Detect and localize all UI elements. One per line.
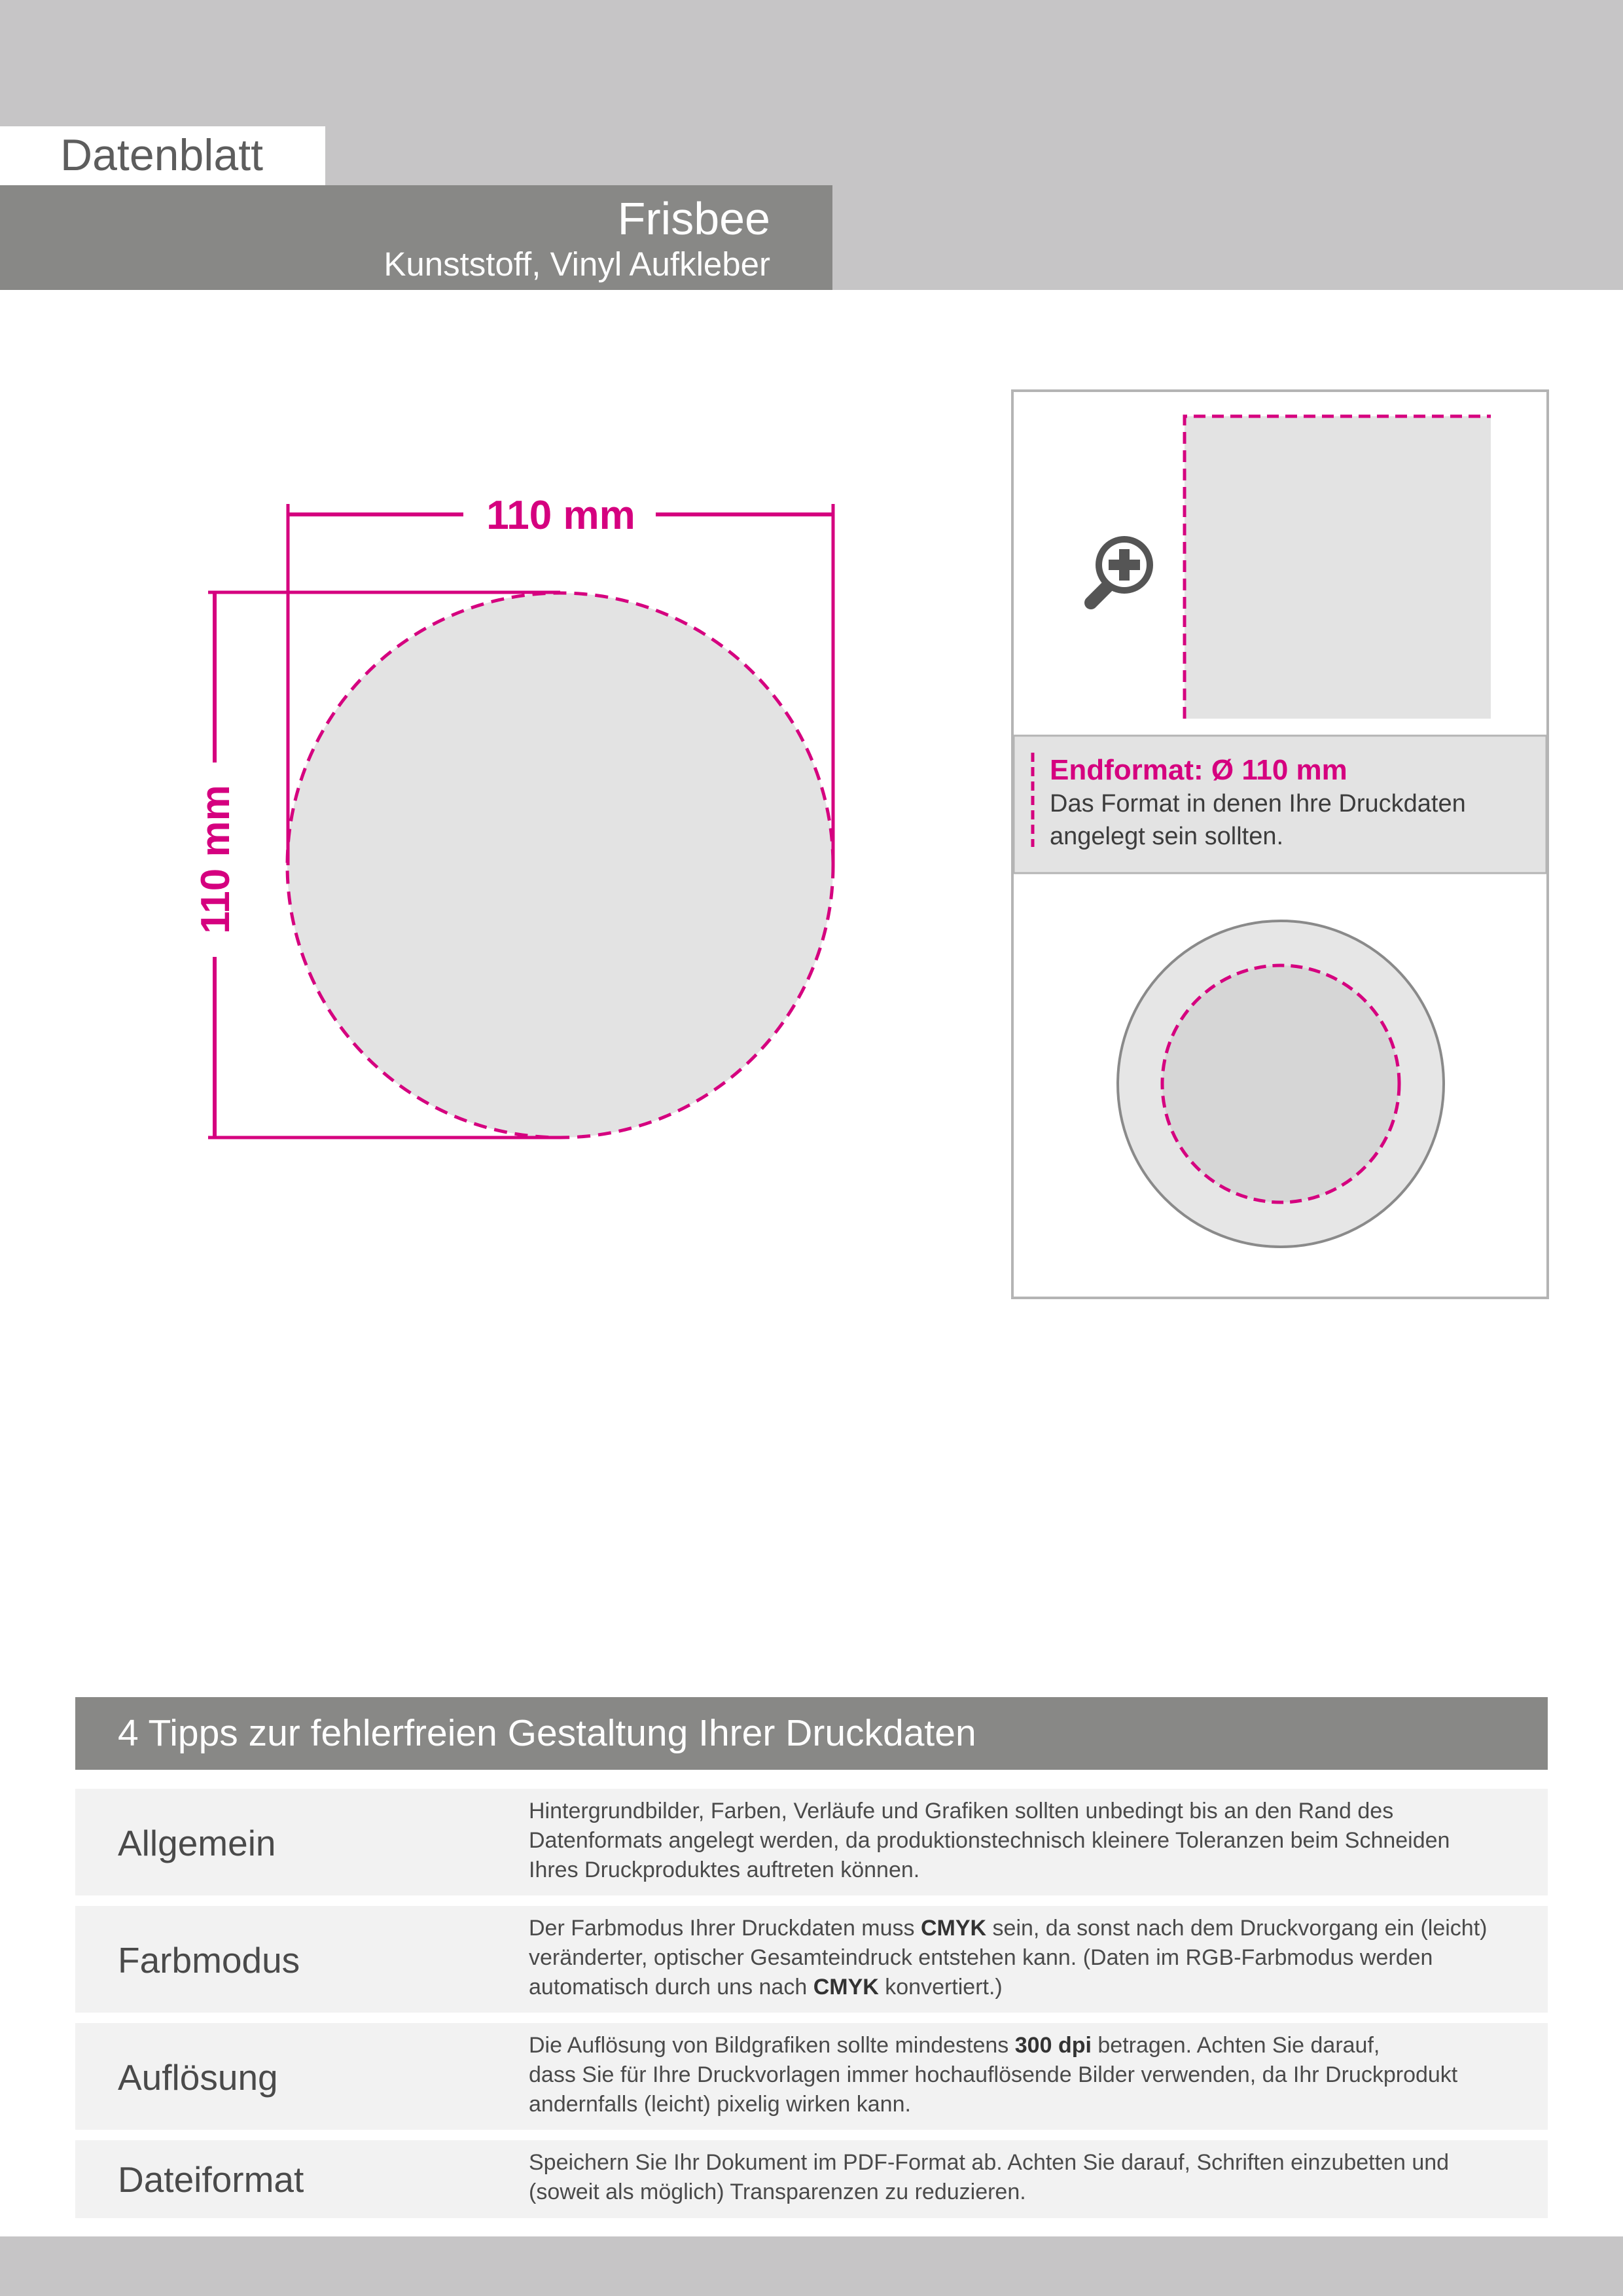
tip-text-line: Speichern Sie Ihr Dokument im PDF-Format ab. Achten Sie darauf, Schriften einzubetten und — [529, 2150, 1450, 2175]
tip-text-line: Ihres Druckproduktes auftreten können. — [529, 1857, 920, 1882]
tip-row-farbmodus — [75, 1906, 1548, 2013]
tip-text — [529, 1797, 1540, 1885]
tip-text-line: Die Auflösung von Bildgrafiken sollte mindestens 300 dpi betragen. Achten Sie darauf, — [529, 2033, 1380, 2058]
format-info-title: Endformat: Ø 110 mm — [1050, 754, 1347, 786]
tip-text — [529, 2031, 1540, 2119]
width-label: 110 mm — [486, 493, 635, 538]
product-title-box — [0, 185, 832, 290]
technical-drawing — [0, 290, 1623, 1337]
document-type-label: Datenblatt — [60, 130, 263, 180]
info-card — [1012, 391, 1548, 1298]
tips-header — [75, 1697, 1548, 1770]
tip-text-line: automatisch durch uns nach CMYK konvertiert.) — [529, 1975, 1003, 2000]
tip-label: Dateiformat — [118, 2159, 304, 2200]
format-info-desc-line1: Das Format in denen Ihre Druckdaten — [1050, 790, 1466, 817]
tip-row-allgemein — [75, 1789, 1548, 1895]
tip-text-line: Hintergrundbilder, Farben, Verläufe und Grafiken sollten unbedingt bis an den Rand des — [529, 1799, 1394, 1823]
tip-text-line: dass Sie für Ihre Druckvorlagen immer hochauflösende Bilder verwenden, da Ihr Druckprodukt — [529, 2062, 1458, 2087]
tip-row-aufloesung — [75, 2023, 1548, 2130]
tip-text-line: (soweit als möglich) Transparenzen zu reduzieren. — [529, 2179, 1026, 2204]
height-label: 110 mm — [193, 785, 238, 934]
zoom-detail-square — [1185, 416, 1491, 719]
bottom-band — [0, 2236, 1623, 2296]
frisbee-shape — [287, 593, 833, 1138]
tip-text — [529, 2148, 1540, 2207]
tip-text-line: andernfalls (leicht) pixelig wirken kann. — [529, 2092, 911, 2117]
product-subtitle: Kunststoff, Vinyl Aufkleber — [383, 245, 770, 283]
tip-label: Farbmodus — [118, 1940, 300, 1981]
format-info-desc-line2: angelegt sein sollten. — [1050, 823, 1284, 850]
frisbee-drawing — [193, 493, 833, 1138]
tip-label: Auflösung — [118, 2057, 278, 2098]
tips-heading: 4 Tipps zur fehlerfreien Gestaltung Ihrer Druckdaten — [118, 1712, 976, 1754]
tip-label: Allgemein — [118, 1823, 276, 1863]
tip-text-line: Der Farbmodus Ihrer Druckdaten muss CMYK sein, da sonst nach dem Druckvorgang ein (leicht) — [529, 1916, 1488, 1941]
document-type-tab — [0, 126, 325, 185]
product-title: Frisbee — [617, 193, 770, 244]
tip-text-line: Datenformats angelegt werden, da produktionstechnisch kleinere Toleranzen beim Schneiden — [529, 1828, 1450, 1853]
tip-text-line: veränderter, optischer Gesamteindruck entstehen kann. (Daten im RGB-Farbmodus werden — [529, 1945, 1433, 1970]
tip-text — [529, 1914, 1540, 2002]
tip-row-dateiformat — [75, 2140, 1548, 2218]
